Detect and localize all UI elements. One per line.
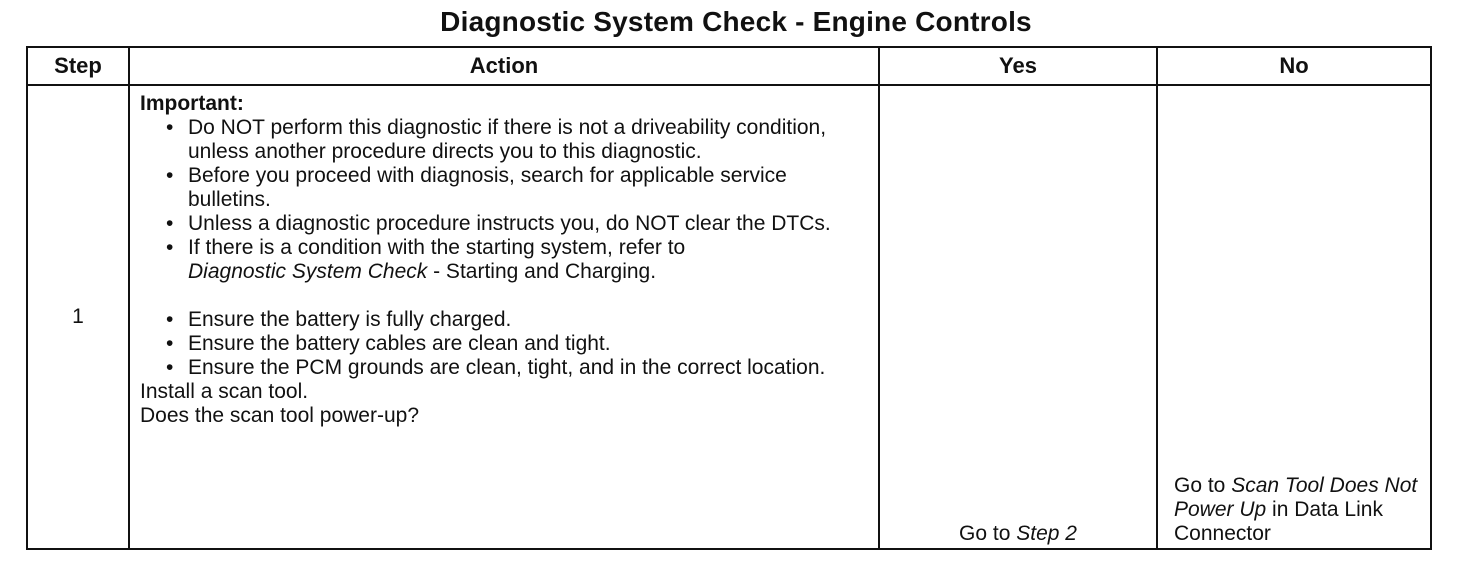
header-yes: Yes <box>879 47 1157 85</box>
list-item: • Before you proceed with diagnosis, search for applicable service bulletins. <box>188 164 868 212</box>
no-suffix: in Data Link Connector <box>1174 498 1383 545</box>
list-item: • Ensure the PCM grounds are clean, tight, and in the correct location. <box>188 356 868 380</box>
bullet-list-b <box>140 308 868 380</box>
reference-prefix: If there is a condition with the starting system, refer to <box>188 236 686 259</box>
list-item: • Do NOT perform this diagnostic if there is not a driveability condition, unless another procedure directs you to this diagnostic. <box>188 116 868 164</box>
yes-link: Step 2 <box>1016 522 1077 545</box>
list-item: • Ensure the battery cables are clean and tight. <box>188 332 868 356</box>
table-row <box>27 85 1431 549</box>
header-action: Action <box>129 47 879 85</box>
yes-cell <box>879 85 1157 549</box>
header-no: No <box>1157 47 1431 85</box>
list-item: • Ensure the battery is fully charged. <box>188 308 868 332</box>
no-cell <box>1157 85 1431 549</box>
list-item-reference <box>188 236 868 284</box>
header-row <box>27 47 1431 85</box>
question-line: Does the scan tool power-up? <box>140 404 419 427</box>
header-step: Step <box>27 47 129 85</box>
reference-link: Diagnostic System Check <box>188 260 428 283</box>
document-title: Diagnostic System Check - Engine Controls <box>440 6 1032 37</box>
reference-suffix: - Starting and Charging. <box>433 260 657 283</box>
important-label: Important: <box>140 92 244 115</box>
bullet-list-a <box>140 116 868 284</box>
list-item: • Unless a diagnostic procedure instructs you, do NOT clear the DTCs. <box>188 212 868 236</box>
instruction-line: Install a scan tool. <box>140 380 309 403</box>
action-cell <box>129 85 879 549</box>
step-number: 1 <box>27 85 129 549</box>
no-prefix: Go to <box>1174 474 1226 497</box>
diagnostic-table <box>26 46 1432 550</box>
yes-prefix: Go to <box>959 522 1011 545</box>
no-link: Scan Tool Does Not Power Up <box>1174 474 1418 521</box>
